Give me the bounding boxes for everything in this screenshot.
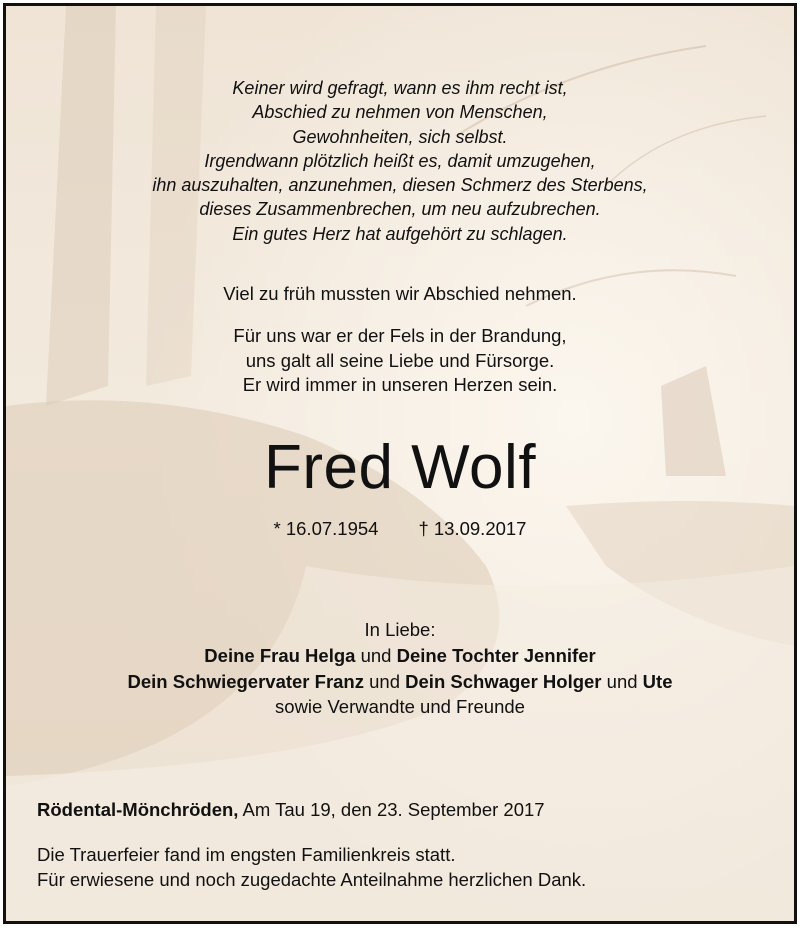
poem-line: dieses Zusammenbrechen, um neu aufzubrechen. — [199, 199, 601, 220]
place: Rödental-Mönchröden, — [37, 799, 239, 820]
closing-line: Die Trauerfeier fand im engsten Familienkreis statt. — [37, 844, 456, 865]
conjunction: und — [355, 644, 397, 666]
mourner-wife: Deine Frau Helga — [204, 644, 356, 666]
mourner-father-in-law: Dein Schwiegervater Franz — [127, 670, 364, 692]
closing-note — [37, 842, 586, 892]
conjunction: und — [601, 670, 643, 692]
poem-line: Keiner wird gefragt, wann es ihm recht ist, — [232, 78, 568, 98]
mourner-ute: Ute — [642, 670, 673, 692]
tribute-line: Er wird immer in unseren Herzen sein. — [242, 374, 558, 395]
death-date: † 13.09.2017 — [418, 518, 527, 539]
mourner-brother-in-law: Dein Schwager Holger — [405, 670, 602, 692]
tribute — [6, 324, 794, 398]
obituary-card — [3, 3, 797, 924]
place-and-date — [37, 799, 545, 821]
life-dates — [6, 518, 794, 540]
tribute-line: Für uns war er der Fels in der Brandung, — [233, 325, 567, 346]
mourners-line — [6, 643, 794, 669]
conjunction: und — [364, 670, 406, 692]
mourners — [6, 617, 794, 720]
tribute-line: uns galt all seine Liebe und Fürsorge. — [245, 349, 555, 371]
poem-line: Abschied zu nehmen von Menschen, — [252, 102, 548, 123]
poem-line: ihn auszuhalten, anzunehmen, diesen Schmerz des Sterbens, — [152, 175, 648, 196]
date-text: Am Tau 19, den 23. September 2017 — [238, 799, 545, 820]
birth-date: * 16.07.1954 — [273, 518, 379, 539]
mourners-heading: In Liebe: — [364, 619, 436, 640]
farewell-intro-text: Viel zu früh mussten wir Abschied nehmen. — [223, 283, 577, 304]
mourner-daughter: Deine Tochter Jennifer — [396, 644, 596, 666]
poem-line: Ein gutes Herz hat aufgehört zu schlagen. — [232, 223, 568, 244]
farewell-intro — [6, 282, 794, 307]
deceased-name: Fred Wolf — [263, 433, 537, 502]
closing-line: Für erwiesene und noch zugedachte Anteilnahme herzlichen Dank. — [37, 869, 587, 890]
poem — [6, 76, 794, 246]
poem-line: Irgendwann plötzlich heißt es, damit umzugehen, — [204, 150, 596, 171]
mourners-line — [6, 669, 794, 695]
mourners-others: sowie Verwandte und Freunde — [275, 696, 525, 718]
poem-line: Gewohnheiten, sich selbst. — [292, 126, 508, 147]
